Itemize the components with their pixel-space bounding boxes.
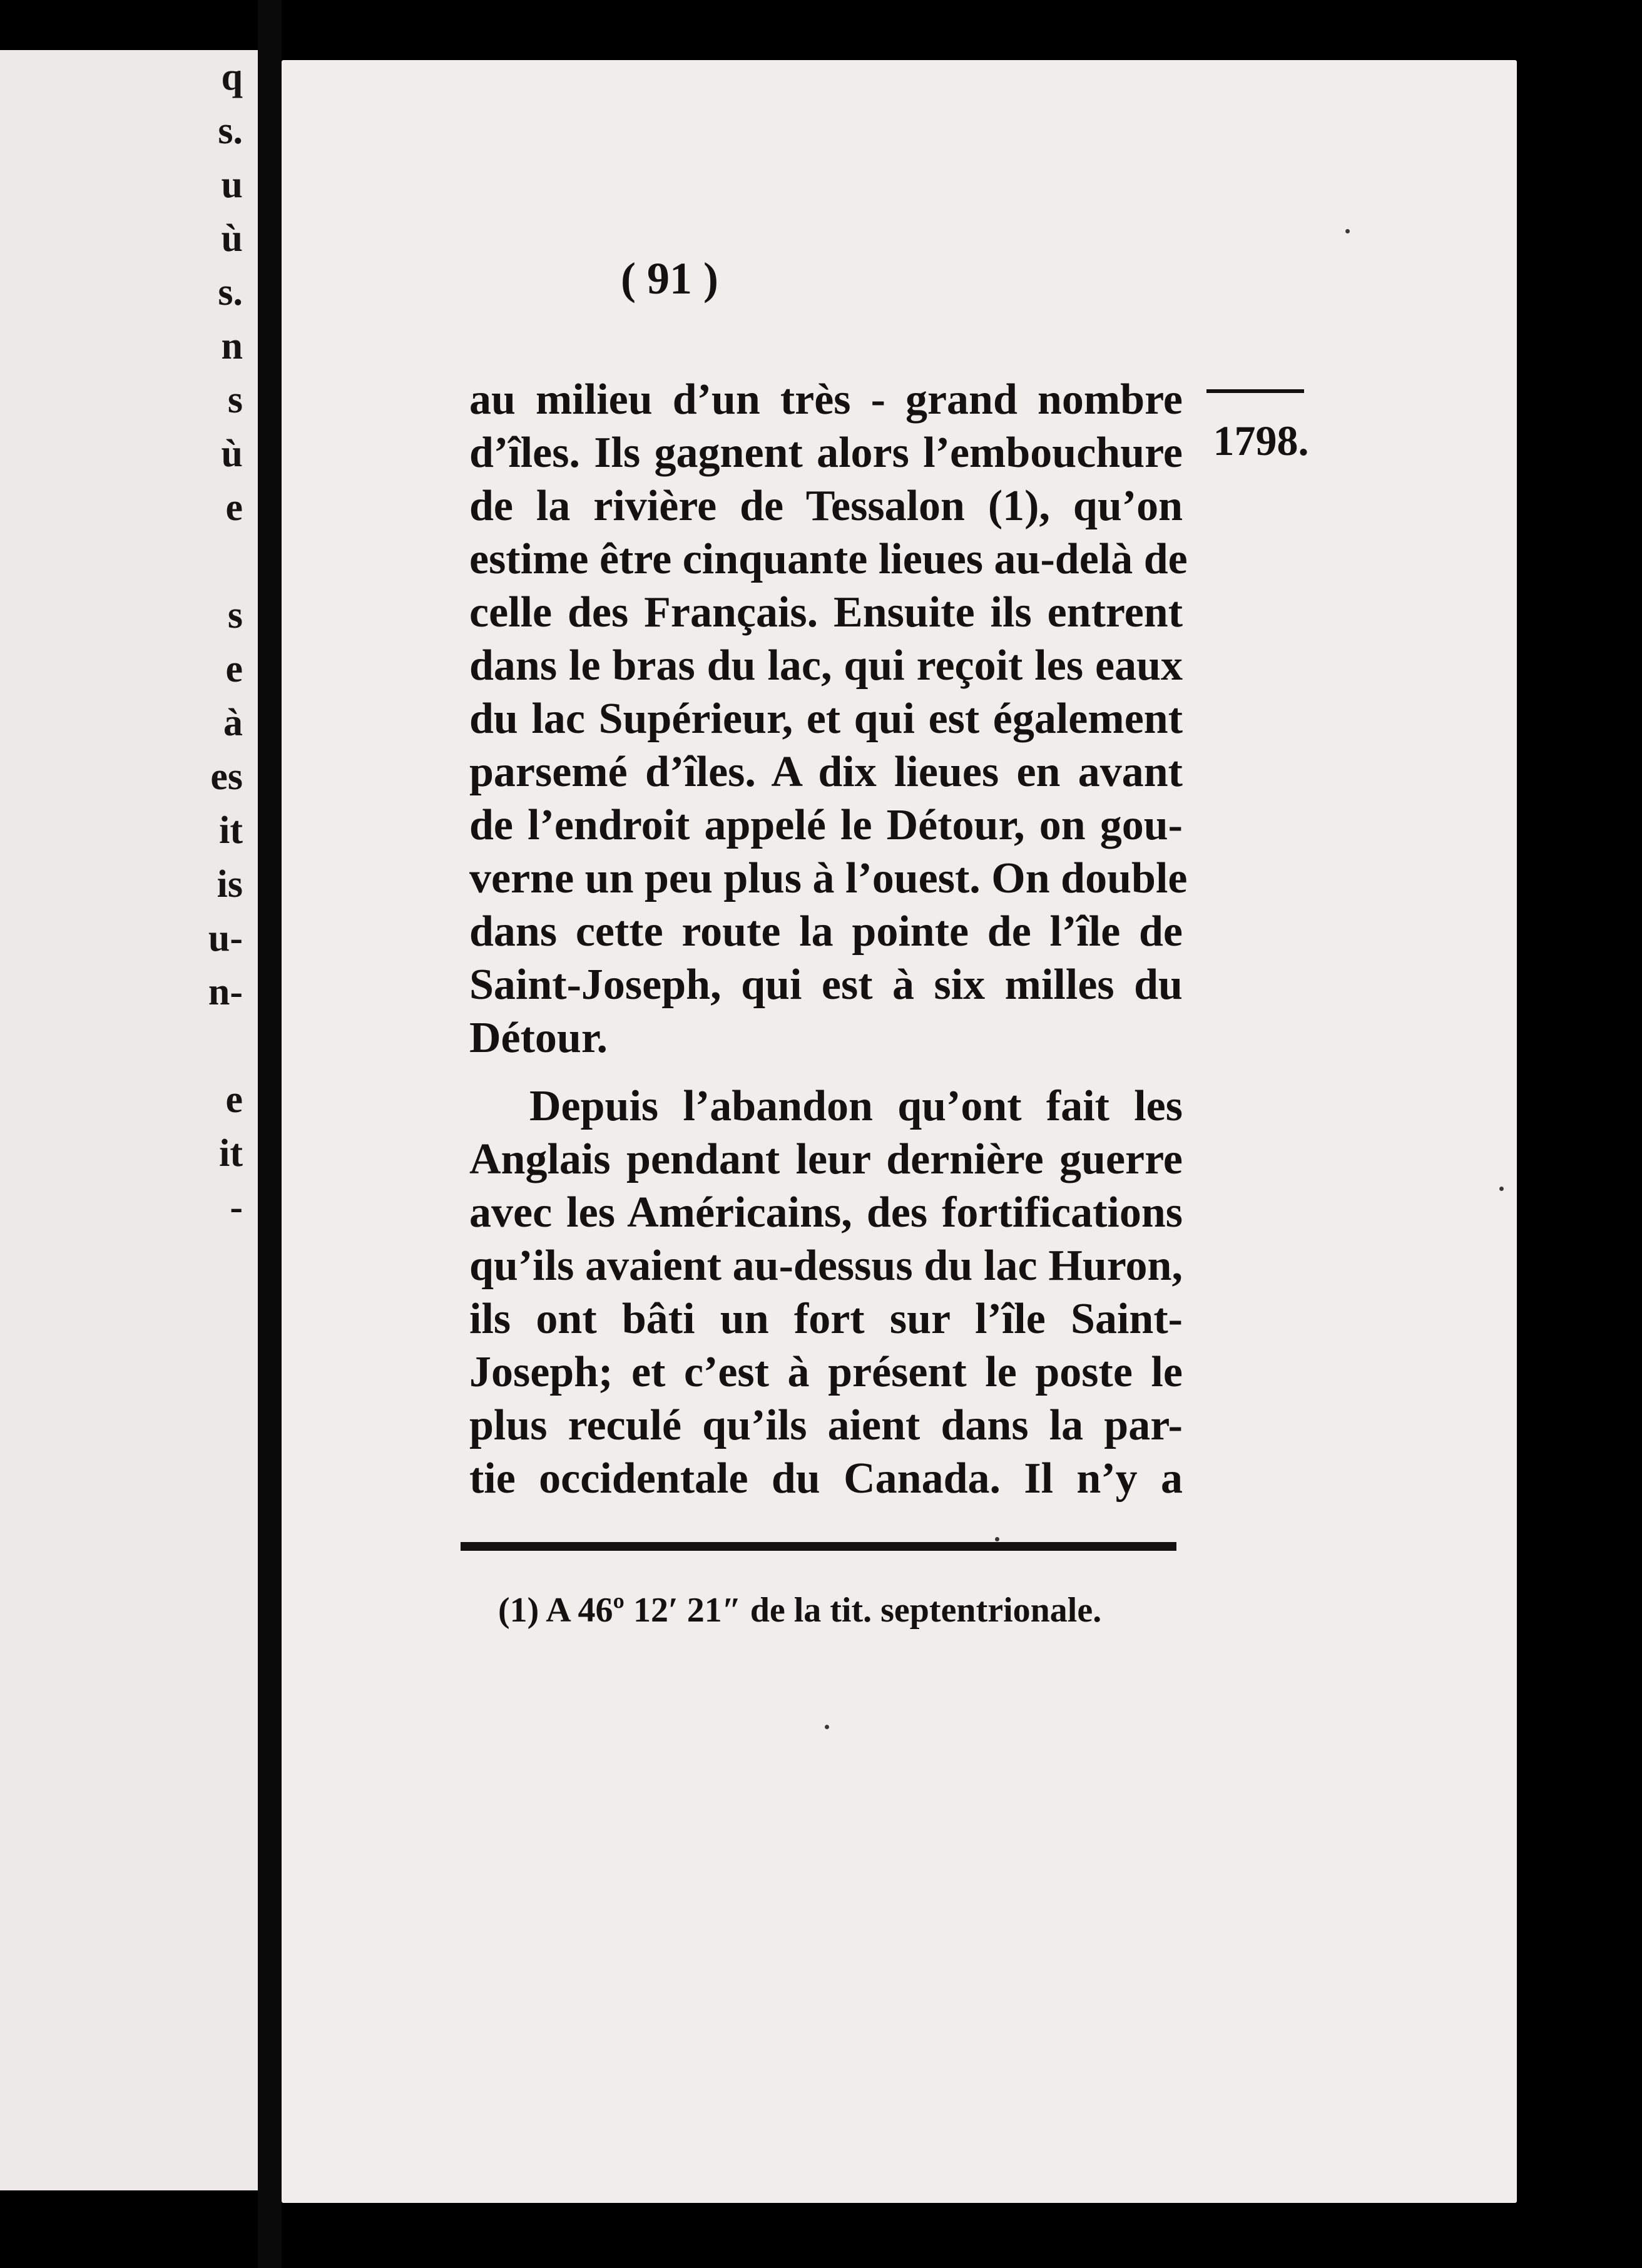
margin-year: 1798. <box>1213 417 1309 464</box>
text-line: Depuis l’abandon qu’ont fait les <box>529 1082 1183 1130</box>
text-line: verne un peu plus à l’ouest. On double <box>469 854 1188 902</box>
facing-page-line-endings <box>193 50 243 1234</box>
facing-page-fragment: it <box>219 809 243 852</box>
text-line: Saint-Joseph, qui est à six milles du <box>469 961 1183 1009</box>
paper-speck <box>1345 229 1350 233</box>
facing-page-fragment: e <box>225 486 243 529</box>
facing-page-fragment: e <box>225 648 243 690</box>
paper-speck <box>825 1725 829 1729</box>
facing-page-fragment <box>193 534 243 588</box>
facing-page-fragment: s. <box>218 110 243 152</box>
facing-page-edge <box>0 50 258 2190</box>
text-line: du lac Supérieur, et qui est également <box>469 695 1183 743</box>
text-line: Détour. <box>469 1014 608 1062</box>
text-line: plus reculé qu’ils aient dans la par- <box>469 1401 1183 1449</box>
footnote: (1) A 46º 12′ 21″ de la tit. septentrionale. <box>498 1591 1102 1630</box>
facing-page-fragment: q <box>221 56 243 98</box>
facing-page-fragment <box>193 1019 243 1073</box>
margin-rule <box>1206 389 1304 393</box>
text-line: de la rivière de Tessalon (1), qu’on <box>469 482 1183 530</box>
paper-speck <box>1499 1187 1504 1191</box>
facing-page-fragment: e <box>225 1078 243 1121</box>
text-line: dans cette route la pointe de l’île de <box>469 907 1183 956</box>
facing-page-fragment: ù <box>221 217 243 260</box>
text-line: au milieu d’un très - grand nombre <box>469 375 1183 424</box>
text-line: dans le bras du lac, qui reçoit les eaux <box>469 641 1183 690</box>
text-line: qu’ils avaient au-dessus du lac Huron, <box>469 1242 1183 1290</box>
facing-page-fragment: à <box>223 702 243 744</box>
paper-speck <box>995 1537 999 1541</box>
book-gutter <box>258 0 282 2268</box>
facing-page-fragment: es <box>210 755 243 798</box>
footnote-rule <box>461 1542 1176 1551</box>
page-number: ( 91 ) <box>621 253 718 304</box>
text-line: Joseph; et c’est à présent le poste le <box>469 1348 1183 1396</box>
text-line: celle des Français. Ensuite ils entrent <box>469 588 1183 636</box>
facing-page-fragment: it <box>219 1132 243 1175</box>
text-line: estime être cinquante lieues au-delà de <box>469 535 1188 583</box>
facing-page-fragment: is <box>217 863 243 906</box>
facing-page-fragment: s <box>227 594 243 636</box>
body-text <box>469 373 1188 1505</box>
text-line: tie occidentale du Canada. Il n’y a <box>469 1454 1183 1503</box>
facing-page-fragment: u- <box>208 917 243 959</box>
text-line: d’îles. Ils gagnent alors l’embouchure <box>469 429 1183 477</box>
text-line: de l’endroit appelé le Détour, on gou- <box>469 801 1183 849</box>
facing-page-fragment: u <box>221 163 243 206</box>
facing-page-fragment: s. <box>218 271 243 314</box>
text-line: avec les Américains, des fortifications <box>469 1188 1183 1237</box>
facing-page-fragment: n- <box>208 971 243 1013</box>
paragraph-gap <box>469 1065 1183 1080</box>
facing-page-fragment: s <box>227 379 243 421</box>
facing-page-fragment: - <box>230 1186 243 1228</box>
text-line: parsemé d’îles. A dix lieues en avant <box>469 748 1183 796</box>
text-line: ils ont bâti un fort sur l’île Saint- <box>469 1295 1183 1343</box>
facing-page-fragment: n <box>221 325 243 367</box>
facing-page-fragment: ù <box>221 432 243 475</box>
text-line: Anglais pendant leur dernière guerre <box>469 1135 1183 1183</box>
